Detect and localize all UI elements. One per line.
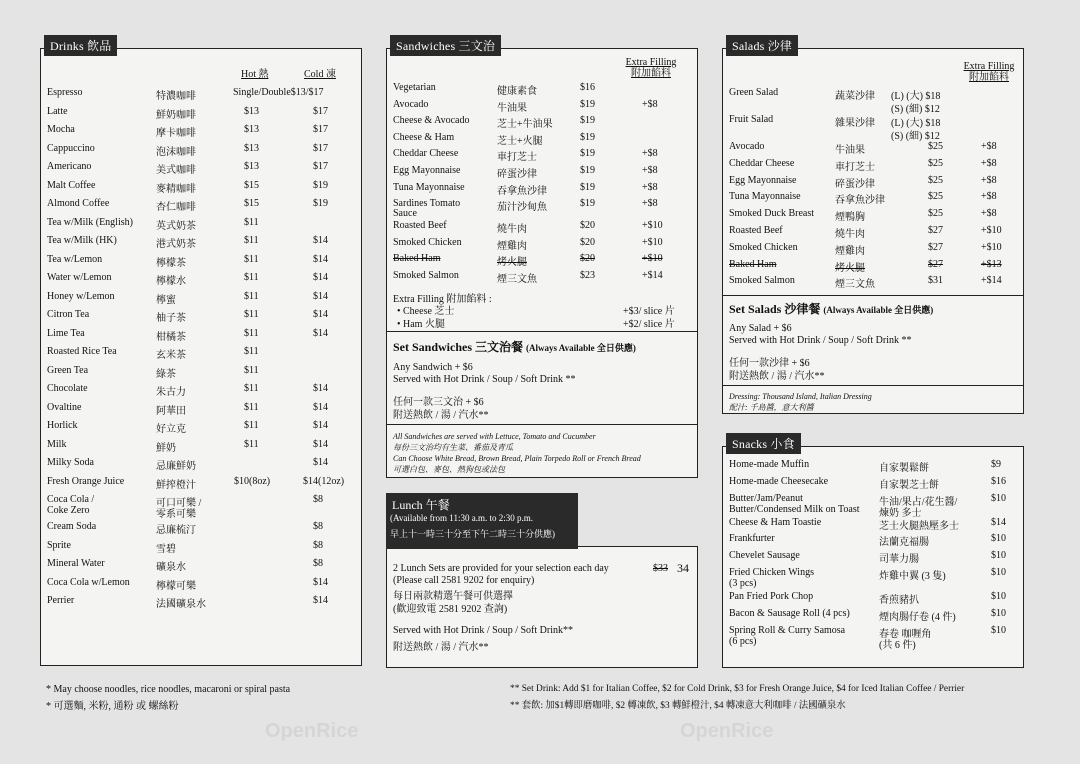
salad-price: $27	[928, 225, 943, 236]
set-sandwich-line1: Any Sandwich + $6	[393, 362, 473, 373]
sandwich-name: Egg Mayonnaise	[393, 165, 461, 176]
fruit-salad-small: (S) (細) $12	[891, 131, 940, 142]
watermark: OpenRice	[265, 720, 359, 742]
snack-name-zh: 芝士火腿熱壓多士	[879, 520, 959, 532]
sandwich-price: $20	[580, 236, 595, 248]
salad-name-zh: 煙鴨胸	[835, 212, 865, 224]
snacks-panel	[722, 437, 1024, 668]
drink-name-zh: 杏仁咖啡	[156, 202, 196, 213]
lunch-availability-zh: 早上十一時三十分至下午二時三十分供應)	[390, 529, 555, 539]
lunch-line2: (Please call 2581 9202 for enquiry)	[393, 575, 535, 586]
drink-price-cold: $14	[313, 272, 328, 283]
salad-name: Avocado	[729, 141, 765, 152]
drink-name-zh: 柚子茶	[156, 313, 186, 324]
sandwich-extra-price: +$8	[642, 165, 658, 176]
drink-price-hot: $13	[244, 105, 259, 117]
sandwich-extra-price: +$10	[642, 253, 663, 265]
sandwich-price: $19	[580, 181, 595, 193]
drink-name-zh: 可口可樂 /	[156, 498, 202, 509]
sandwich-name: Cheese & Avocado	[393, 115, 470, 127]
snack-name-zh: 煉奶 多士	[879, 507, 922, 519]
drink-name-zh: 港式奶茶	[156, 239, 196, 250]
salad-extra-price: +$13	[981, 258, 1002, 270]
sandwich-price: $20	[580, 220, 595, 232]
drink-price-cold: $14	[313, 576, 328, 588]
drink-name-zh: 檸檬水	[156, 276, 186, 287]
sandwich-foot3: Can Choose White Bread, Brown Bread, Plain Torpedo Roll or French Bread	[393, 454, 641, 463]
set-salad-line3: 任何一款沙律 + $6	[729, 358, 810, 369]
set-sandwich-line4: 附送熱飲 / 湯 / 汽水**	[393, 410, 489, 421]
snack-name-zh: 司華力腸	[879, 554, 919, 566]
sandwiches-panel	[386, 39, 698, 478]
snack-name: Frankfurter	[729, 533, 775, 545]
salad-name-zh: 烤火腿	[835, 262, 865, 274]
drink-name-zh: 摩卡咖啡	[156, 128, 196, 139]
salad-extra-label	[961, 61, 1017, 83]
salad-dressing1: Dressing: Thousand Island, Italian Dressing	[729, 392, 872, 401]
snack-price: $10	[991, 567, 1006, 578]
salad-price: $31	[928, 275, 943, 287]
sandwich-divider	[387, 331, 697, 332]
snacks-header: Snacks 小食	[726, 433, 801, 454]
salad-extra-price: +$10	[981, 225, 1002, 236]
sandwich-extra-label	[623, 57, 679, 79]
salad-price: $27	[928, 258, 943, 270]
set-salad-note: (Always Available 全日供應)	[823, 305, 934, 315]
drink-name: Perrier	[47, 595, 75, 606]
drink-name: Green Tea	[47, 364, 89, 376]
snack-price: $10	[991, 607, 1006, 619]
drink-price-cold: $8	[313, 494, 323, 505]
drink-name: Mocha	[47, 124, 75, 135]
snack-name: (6 pcs)	[729, 635, 757, 647]
drink-name-zh: 朱古力	[156, 387, 186, 398]
green-salad-small: (S) (細) $12	[891, 104, 940, 115]
salads-panel	[722, 39, 1024, 414]
salad-divider	[723, 295, 1023, 296]
drink-price-cold: $14	[313, 309, 328, 320]
set-sandwich-note: (Always Available 全日供應)	[526, 343, 636, 353]
salad-name: Cheddar Cheese	[729, 157, 795, 169]
snack-name-zh: 香煎豬扒	[879, 595, 919, 606]
drink-price-cold: $14	[313, 401, 328, 413]
sandwich-name-zh: 煙三文魚	[497, 274, 537, 285]
lunch-old-price: $33	[653, 563, 668, 574]
snack-price: $10	[991, 492, 1006, 504]
drink-price-cold: $14	[313, 290, 328, 302]
drink-price-hot: $11	[244, 290, 259, 302]
set-salad-line2: Served with Hot Drink / Soup / Soft Drink **	[729, 335, 912, 346]
sandwich-price: $23	[580, 270, 595, 281]
sandwich-name-zh: 茄汁沙甸魚	[497, 202, 547, 214]
set-salad-title	[729, 300, 933, 317]
salad-divider-2	[723, 385, 1023, 386]
salad-name: Egg Mayonnaise	[729, 174, 797, 186]
salad-name-zh: 牛油果	[835, 145, 865, 156]
drink-price-cold: $14	[313, 235, 328, 246]
salad-dressing2: 配汁: 千島醬，意大利醬	[729, 403, 814, 412]
drink-price-hot: $10(8oz)	[234, 475, 271, 487]
footnote-right-2: ** 套飲: 加$1轉即磨咖啡, $2 轉凍飲, $3 轉鮮橙汁, $4 轉凍意大利咖啡 / 法國礦泉水	[510, 701, 846, 711]
sandwich-name-zh: 煙雞肉	[497, 240, 527, 252]
drink-name: Latte	[47, 105, 68, 117]
drink-price-cold: $14	[313, 383, 328, 394]
drink-price-cold: $19	[313, 198, 328, 209]
salad-name-zh: 煙三文魚	[835, 279, 875, 291]
lunch-line6: 附送熱飲 / 湯 / 汽水**	[393, 642, 489, 653]
snack-price: $10	[991, 550, 1006, 562]
drink-price-hot: $11	[244, 327, 259, 339]
snack-price: $9	[991, 459, 1001, 470]
snack-name: Butter/Condensed Milk on Toast	[729, 503, 860, 515]
sandwich-price: $19	[580, 165, 595, 176]
drink-name-zh: 檸檬可樂	[156, 580, 196, 592]
sandwich-name: Smoked Salmon	[393, 270, 459, 281]
sandwich-price: $19	[580, 98, 595, 110]
salad-extra-price: +$8	[981, 141, 997, 152]
drink-name-zh: 麥精咖啡	[156, 183, 196, 195]
sandwich-name: Avocado	[393, 98, 429, 110]
sandwich-name-zh: 車打芝士	[497, 152, 537, 164]
sandwich-name: Sardines Tomato	[393, 198, 461, 210]
drink-price-hot: Single/Double$13/$17	[233, 87, 324, 98]
snack-name-zh: 春卷 咖喱角	[879, 628, 932, 640]
sandwich-name-zh: 碎蛋沙律	[497, 169, 537, 180]
drink-price-cold: $14(12oz)	[303, 475, 345, 487]
set-sandwich-line2: Served with Hot Drink / Soup / Soft Drink **	[393, 374, 576, 385]
lunch-line4: (歡迎致電 2581 9202 查詢)	[393, 604, 508, 615]
sandwich-extra-price: +$8	[642, 98, 658, 110]
drinks-panel	[40, 39, 362, 666]
salad-extra-price: +$8	[981, 208, 997, 220]
salad-extra-label-text: Extra Filling 附加餡料	[963, 61, 1015, 83]
salad-price: $25	[928, 191, 943, 203]
set-salad-line4: 附送熱飲 / 湯 / 汽水**	[729, 371, 825, 382]
drink-name-zh: 美式咖啡	[156, 165, 196, 176]
lunch-new-price: 34	[677, 561, 689, 575]
footnote-left-2: * 可選麵, 米粉, 通粉 或 螺絲粉	[46, 701, 179, 712]
sandwich-price: $19	[580, 131, 595, 143]
footnote-right-1: ** Set Drink: Add $1 for Italian Coffee, $2 for Cold Drink, $3 for Fresh Orange Juice, $4 for Iced Italian Coffee / Perrier	[510, 684, 965, 694]
sandwich-extra-price: +$8	[642, 181, 658, 193]
drink-price-cold: $8	[313, 558, 323, 569]
drink-name: Citron Tea	[47, 309, 90, 320]
snack-name: Spring Roll & Curry Samosa	[729, 624, 846, 636]
snack-name: Home-made Muffin	[729, 459, 810, 470]
drink-price-cold: $14	[313, 420, 328, 431]
footnote-left-1: * May choose noodles, rice noodles, macaroni or spiral pasta	[46, 684, 291, 695]
drink-name-zh: 英式奶茶	[156, 220, 196, 232]
salad-name: Smoked Chicken	[729, 241, 798, 253]
drink-name-zh: 柑橘茶	[156, 331, 186, 343]
extra-filling-title: Extra Filling 附加餡料 :	[393, 294, 492, 305]
extra-filling-ham-price: +$2/ slice 片	[623, 319, 675, 330]
drink-price-cold: $17	[313, 105, 328, 117]
drink-name-zh: 鮮搾橙汁	[156, 479, 196, 491]
sandwich-extra-price: +$8	[642, 198, 658, 210]
salad-price: $27	[928, 241, 943, 253]
snack-name-zh: 自家製芝士餅	[879, 479, 939, 491]
extra-filling-ham-name: Ham 火腿	[403, 319, 445, 330]
drink-price-hot: $11	[244, 309, 259, 320]
salad-extra-price: +$8	[981, 157, 997, 169]
salad-name: Tuna Mayonnaise	[729, 191, 801, 203]
salad-name: Roasted Beef	[729, 225, 783, 236]
lunch-title: Lunch 午餐	[392, 498, 450, 512]
sandwich-extra-price: +$14	[642, 270, 663, 281]
drink-name: Coke Zero	[47, 505, 90, 516]
drink-price-cold: $14	[313, 253, 328, 265]
sandwiches-header: Sandwiches 三文治	[390, 35, 501, 56]
snack-name: Bacon & Sausage Roll (4 pcs)	[729, 607, 850, 619]
sandwich-name-zh: 烤火腿	[497, 257, 527, 269]
sandwich-extra-price: +$8	[642, 148, 658, 160]
sandwich-name-zh: 芝士+牛油果	[497, 119, 553, 131]
drink-name: Roasted Rice Tea	[47, 346, 117, 357]
snack-name-zh: 法蘭克福腸	[879, 537, 929, 549]
salad-name: Smoked Duck Breast	[729, 208, 814, 220]
drink-name: Cream Soda	[47, 521, 97, 532]
fruit-salad-en: Fruit Salad	[729, 114, 774, 125]
snack-price: $14	[991, 516, 1006, 528]
snack-price: $10	[991, 533, 1006, 545]
snack-name-zh: 煙肉腸仔卷 (4 件)	[879, 611, 956, 623]
drink-name-zh: 好立克	[156, 424, 186, 435]
drink-price-cold: $17	[313, 124, 328, 135]
drink-price-cold: $14	[313, 457, 328, 468]
salad-extra-price: +$14	[981, 275, 1002, 287]
sandwich-name: Cheddar Cheese	[393, 148, 459, 160]
green-salad-en: Green Salad	[729, 87, 779, 98]
extra-filling-cheese-name: Cheese 芝士	[403, 306, 455, 317]
snack-name: Chevelet Sausage	[729, 550, 800, 562]
sandwich-name: Roasted Beef	[393, 220, 447, 232]
salad-extra-price: +$8	[981, 174, 997, 186]
drink-name: Chocolate	[47, 383, 88, 394]
drink-name-zh: 雪碧	[156, 543, 176, 555]
drink-price-hot: $11	[244, 401, 259, 413]
drink-price-hot: $13	[244, 124, 259, 135]
drink-name: Americano	[47, 161, 92, 172]
drink-price-hot: $11	[244, 216, 259, 228]
sandwich-foot1: All Sandwiches are served with Lettuce, Tomato and Cucumber	[393, 432, 596, 441]
snack-name: Cheese & Ham Toastie	[729, 516, 822, 528]
salads-header: Salads 沙律	[726, 35, 798, 56]
drink-name: Honey w/Lemon	[47, 290, 115, 302]
snack-name-zh: (共 6 件)	[879, 639, 916, 651]
drink-price-hot: $11	[244, 235, 259, 246]
drink-name: Malt Coffee	[47, 179, 96, 191]
hot-column-label: Hot 熱	[241, 69, 269, 80]
salad-name-zh: 燒牛肉	[835, 229, 865, 240]
sandwich-divider-2	[387, 424, 697, 425]
salad-extra-price: +$8	[981, 191, 997, 203]
drink-name: Cappuccino	[47, 142, 95, 154]
set-salad-title-text: Set Salads 沙律餐	[729, 302, 821, 316]
drink-price-hot: $11	[244, 272, 259, 283]
snack-name-zh: 牛油/果占/花生醬/	[879, 496, 958, 508]
sandwich-name-zh: 芝士+火腿	[497, 135, 543, 147]
extra-filling-cheese-price: +$3/ slice 片	[623, 306, 675, 317]
snack-name: Pan Fried Pork Chop	[729, 591, 814, 602]
drink-name-zh: 礦泉水	[156, 562, 186, 573]
drink-price-hot: $11	[244, 438, 259, 450]
drink-price-hot: $13	[244, 161, 259, 172]
drink-name: Coca Cola w/Lemon	[47, 576, 130, 588]
drink-price-hot: $11	[244, 383, 259, 394]
drink-name: Espresso	[47, 87, 83, 98]
snack-name: Fried Chicken Wings	[729, 567, 814, 578]
green-salad-zh: 蔬菜沙律	[835, 91, 875, 102]
sandwich-price: $19	[580, 198, 595, 210]
lunch-header-block	[386, 493, 578, 549]
salad-extra-price: +$10	[981, 241, 1002, 253]
drink-name-zh: 法國礦泉水	[156, 599, 206, 610]
salad-name-zh: 車打芝士	[835, 161, 875, 173]
drink-price-hot: $13	[244, 142, 259, 154]
snack-price: $10	[991, 624, 1006, 636]
snack-name-zh: 自家製鬆餅	[879, 463, 929, 474]
drink-name: Tea w/Milk (HK)	[47, 235, 117, 246]
set-sandwich-title-text: Set Sandwiches 三文治餐	[393, 340, 524, 354]
drink-price-hot: $11	[244, 346, 259, 357]
extra-filling-cheese: • Cheese 芝士	[397, 306, 455, 317]
sandwich-extra-label-text: Extra Filling 附加餡料	[625, 57, 677, 79]
drink-name: Mineral Water	[47, 558, 105, 569]
drink-name: Milky Soda	[47, 457, 94, 468]
snack-name: Home-made Cheesecake	[729, 475, 829, 487]
drink-price-hot: $11	[244, 364, 259, 376]
drink-name-zh: 檸蜜	[156, 294, 176, 306]
salad-name-zh: 碎蛋沙律	[835, 178, 875, 190]
set-sandwich-line3: 任何一款三文治 + $6	[393, 397, 484, 408]
drink-name: Almond Coffee	[47, 198, 110, 209]
watermark: OpenRice	[680, 720, 774, 742]
sandwich-name: Baked Ham	[393, 253, 441, 265]
drink-price-hot: $11	[244, 253, 259, 265]
drink-name-zh: 玄米茶	[156, 350, 186, 361]
set-salad-line1: Any Salad + $6	[729, 323, 792, 334]
salad-price: $25	[928, 157, 943, 169]
salad-price: $25	[928, 141, 943, 152]
cold-column-label: Cold 凍	[304, 69, 336, 80]
fruit-salad-large: (L) (大) $18	[891, 118, 941, 129]
drink-name: Water w/Lemon	[47, 272, 112, 283]
drink-name: Lime Tea	[47, 327, 85, 339]
sandwich-name: Smoked Chicken	[393, 236, 462, 248]
drink-price-cold: $17	[313, 142, 328, 154]
drink-name-zh: 阿華田	[156, 405, 186, 417]
drink-price-cold: $14	[313, 595, 328, 606]
sandwich-name: Cheese & Ham	[393, 131, 455, 143]
drink-name-zh: 檸檬茶	[156, 257, 186, 269]
drink-price-hot: $11	[244, 420, 259, 431]
sandwich-foot2: 每份三文治均有生菜、番茄及青瓜	[393, 443, 513, 452]
lunch-line3: 每日兩款精選午餐可供選擇	[393, 591, 513, 602]
sandwich-foot4: 可選白包、麥包、熱狗包或法包	[393, 465, 505, 474]
lunch-availability: (Available from 11:30 a.m. to 2:30 p.m.	[390, 513, 533, 523]
drink-price-cold: $8	[313, 539, 323, 551]
fruit-salad-zh: 雜果沙律	[835, 118, 875, 129]
sandwich-name-zh: 牛油果	[497, 102, 527, 114]
salad-name: Baked Ham	[729, 258, 777, 270]
sandwich-price: $16	[580, 82, 595, 93]
salad-price: $25	[928, 208, 943, 220]
drink-price-hot: $15	[244, 179, 259, 191]
sandwich-extra-price: +$10	[642, 220, 663, 232]
extra-filling-ham: • Ham 火腿	[397, 319, 445, 330]
salad-name-zh: 煙雞肉	[835, 245, 865, 257]
drink-name: Fresh Orange Juice	[47, 475, 125, 487]
lunch-line1: 2 Lunch Sets are provided for your selection each day	[393, 563, 609, 574]
drink-name: Tea w/Lemon	[47, 253, 103, 265]
snack-price: $10	[991, 591, 1006, 602]
drink-name: Ovaltine	[47, 401, 82, 413]
drink-price-cold: $17	[313, 161, 328, 172]
drink-name: Horlick	[47, 420, 78, 431]
green-salad-large: (L) (大) $18	[891, 91, 941, 102]
drinks-header: Drinks 飲品	[44, 35, 117, 56]
drink-price-cold: $14	[313, 438, 328, 450]
drink-name-zh: 零系可樂	[156, 509, 196, 520]
sandwich-name: Tuna Mayonnaise	[393, 181, 465, 193]
snack-price: $16	[991, 475, 1006, 487]
lunch-panel	[386, 498, 698, 668]
sandwich-price: $20	[580, 253, 595, 265]
drink-name: Milk	[47, 438, 67, 450]
lunch-line5: Served with Hot Drink / Soup / Soft Drink**	[393, 625, 573, 636]
drink-name-zh: 泡沫咖啡	[156, 146, 196, 158]
snack-name: (3 pcs)	[729, 578, 757, 589]
drink-name-zh: 綠茶	[156, 368, 176, 380]
drink-name-zh: 忌廉鮮奶	[156, 461, 196, 472]
drink-name-zh: 鮮奶咖啡	[156, 109, 196, 121]
drink-price-hot: $15	[244, 198, 259, 209]
sandwich-price: $19	[580, 115, 595, 127]
sandwich-extra-price: +$10	[642, 236, 663, 248]
drink-name: Sprite	[47, 539, 71, 551]
sandwich-price: $19	[580, 148, 595, 160]
sandwich-name: Vegetarian	[393, 82, 436, 93]
drink-name: Tea w/Milk (English)	[47, 216, 133, 228]
drink-price-cold: $19	[313, 179, 328, 191]
sandwich-name-zh: 吞拿魚沙律	[497, 185, 547, 197]
set-sandwich-title	[393, 338, 636, 355]
drink-name-zh: 特濃咖啡	[156, 91, 196, 102]
drink-name-zh: 忌廉梳汀	[156, 525, 196, 536]
drink-price-cold: $8	[313, 521, 323, 532]
sandwich-name-zh: 健康素食	[497, 86, 537, 97]
sandwich-name: Sauce	[393, 208, 417, 220]
snack-name-zh: 炸雞中翼 (3 隻)	[879, 571, 946, 582]
salad-name: Smoked Salmon	[729, 275, 795, 287]
salad-price: $25	[928, 174, 943, 186]
snack-name: Butter/Jam/Peanut	[729, 492, 803, 504]
drink-name-zh: 鮮奶	[156, 442, 176, 454]
salad-name-zh: 吞拿魚沙律	[835, 195, 885, 207]
sandwich-name-zh: 燒牛肉	[497, 224, 527, 236]
drink-name: Coca Cola /	[47, 494, 95, 505]
drink-price-cold: $14	[313, 327, 328, 339]
